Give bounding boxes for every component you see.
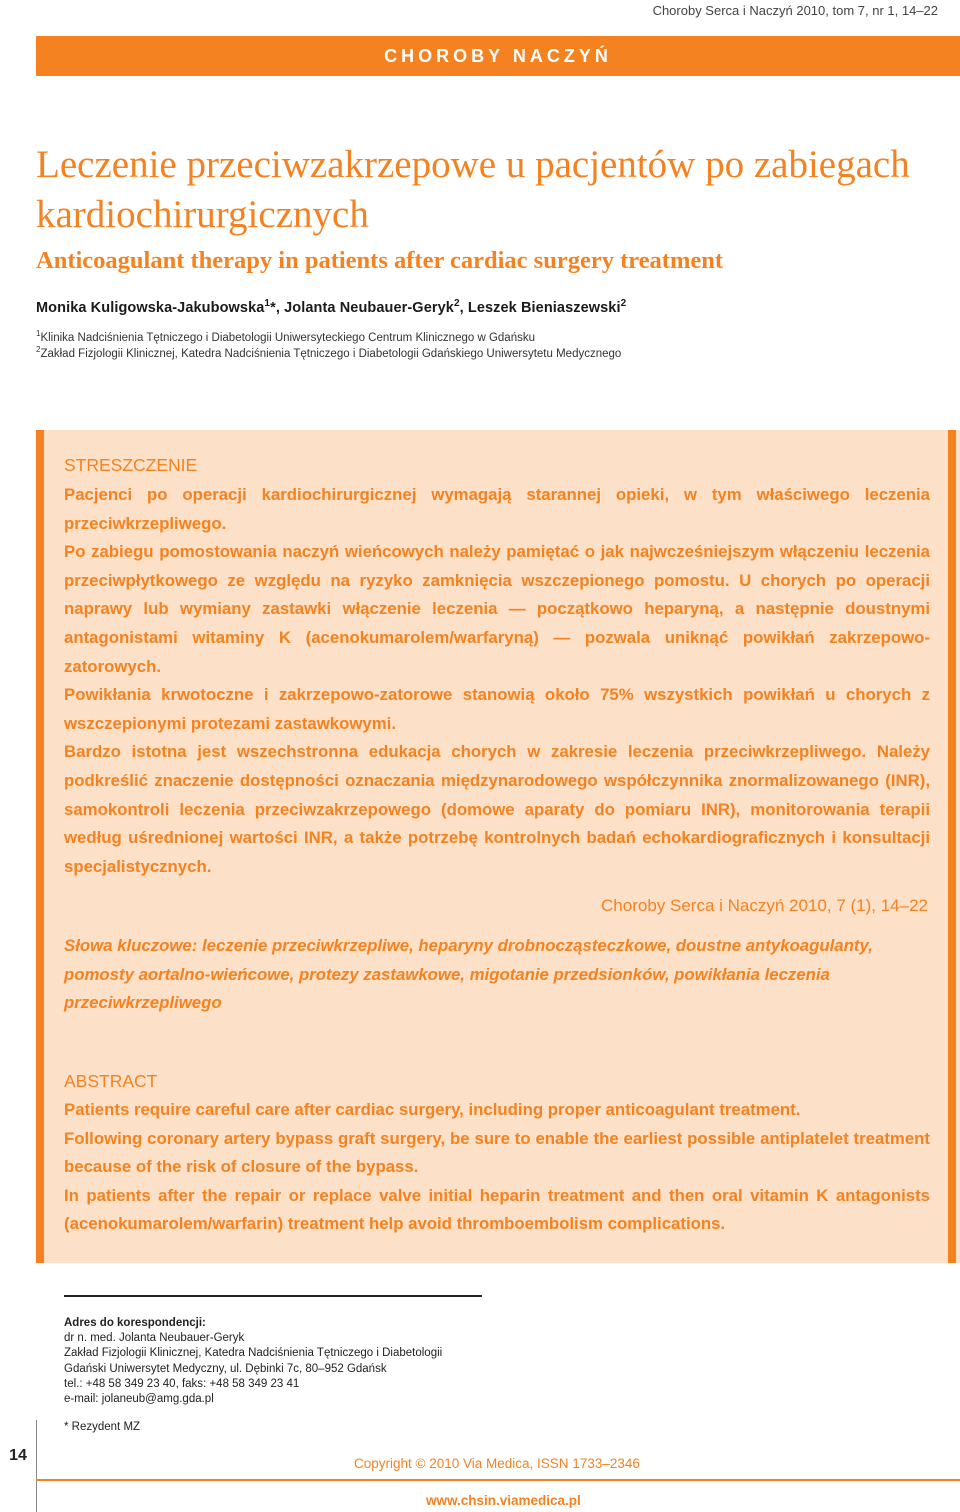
correspondence-line: e-mail: jolaneub@amg.gda.pl: [64, 1393, 214, 1406]
journal-reference: Choroby Serca i Naczyń 2010, tom 7, nr 1, 14–22: [652, 3, 938, 18]
correspondence-line: Gdański Uniwersytet Medyczny, ul. Dębinki 7c, 80–952 Gdańsk: [64, 1362, 387, 1375]
abstract-text: [64, 1096, 930, 1239]
article-title-english: Anticoagulant therapy in patients after cardiac surgery treatment: [36, 247, 724, 274]
affiliation-number: 1: [36, 329, 41, 338]
affiliation-text: Klinika Nadciśnienia Tętniczego i Diabetologii Uniwersyteckiego Centrum Klinicznego w Gdańsku: [40, 331, 535, 344]
paragraph: Patients require careful care after cardiac surgery, including proper anticoagulant treatment.: [64, 1100, 801, 1119]
citation: Choroby Serca i Naczyń 2010, 7 (1), 14–22: [601, 896, 928, 915]
correspondence-line: Zakład Fizjologii Klinicznej, Katedra Nadciśnienia Tętniczego i Diabetologii: [64, 1347, 443, 1360]
affiliation-text: Zakład Fizjologii Klinicznej, Katedra Nadciśnienia Tętniczego i Diabetologii Gdańskiego Uniwersytetu Medycznego: [40, 347, 622, 360]
box-border: [948, 430, 956, 1263]
correspondence-line: tel.: +48 58 349 23 40, faks: +48 58 349 23 41: [64, 1377, 300, 1390]
author-name: Leszek Bieniaszewski: [467, 299, 621, 316]
corresponding-mark: *: [270, 299, 276, 316]
footer-divider: [36, 1479, 960, 1481]
paragraph: In patients after the repair or replace valve initial heparin treatment and then oral vitamin K antagonists (acenokumarolem/warfarin) treatment help avoid thromboembolism complications.: [64, 1185, 930, 1234]
paragraph: Bardzo istotna jest wszechstronna edukacja chorych w zakresie leczenia przeciwkrzepliwego. Należy podkreślić znaczenie dostępności oznaczania międzynarodowego współczynnika znormalizowanego (INR), samokontroli leczenia przeciwzakrzepowego (domowe aparaty do pomiaru INR), monitorowania terapii według uśrednionej wartości INR, a także potrzebę kontrolnych badań echokardiograficznych i konsultacji specjalistycznych.: [64, 742, 930, 876]
paragraph: Powikłania krwotoczne i zakrzepowo-zatorowe stanowią około 75% wszystkich powikłań u chorych z wszczepionymi protezami zastawkowymi.: [64, 685, 930, 733]
author-separator: ,: [275, 299, 285, 316]
divider: [64, 1295, 482, 1297]
section-label: CHOROBY NACZYŃ: [36, 36, 960, 76]
footnote: * Rezydent MZ: [64, 1421, 141, 1433]
article-title: Leczenie przeciwzakrzepowe u pacjentów po zabiegach kardiochirurgicznych: [36, 143, 910, 236]
website-link[interactable]: www.chsin.viamedica.pl: [426, 1493, 581, 1508]
author-name: Monika Kuligowska-Jakubowska: [36, 299, 265, 316]
paragraph: Following coronary artery bypass graft surgery, be sure to enable the earliest possible antiplatelet treatment because of the risk of closure of the bypass.: [64, 1128, 930, 1177]
author-separator: ,: [459, 299, 468, 316]
correspondence-line: dr n. med. Jolanta Neubauer-Geryk: [64, 1332, 245, 1345]
author-affiliation-number: 2: [620, 298, 627, 309]
author-list: [36, 298, 626, 316]
affiliation: [36, 329, 535, 344]
correspondence-label: Adres do korespondencji:: [64, 1317, 206, 1329]
box-border: [36, 430, 44, 1263]
correspondence: [64, 1316, 442, 1407]
author-affiliation-number: 2: [453, 298, 460, 309]
page-number-divider: [36, 1420, 37, 1512]
paragraph: Po zabiegu pomostowania naczyń wieńcowych należy pamiętać o jak najwcześniejszym włączeniu leczenia przeciwpłytkowego ze względu na ryzyko zamknięcia wszczepionego pomostu. U chorych po operacji naprawy lub wymiany zastawki włączenie leczenia — początkowo heparyną, a następnie doustnymi antagonistami witaminy K (acenokumarolem/warfaryną) — pozwala uniknąć powikłań zakrzepowo-zatorowych.: [64, 542, 930, 676]
streszczenie-heading: STRESZCZENIE: [64, 455, 198, 475]
affiliation-number: 2: [36, 345, 41, 354]
copyright: Copyright © 2010 Via Medica, ISSN 1733–2346: [354, 1456, 640, 1471]
paragraph: Pacjenci po operacji kardiochirurgicznej wymagają starannej opieki, w tym właściwego leczenia przeciwkrzepliwego.: [64, 485, 930, 533]
streszczenie-text: [64, 481, 930, 881]
author-name: Jolanta Neubauer-Geryk: [284, 299, 454, 316]
author-affiliation-number: 1: [264, 298, 271, 309]
keywords: Słowa kluczowe: leczenie przeciwkrzepliwe, heparyny drobnocząsteczkowe, doustne antykoagulanty, pomosty aortalno-wieńcowe, protezy zastawkowe, migotanie przedsionków, powikłania leczenia przeciwkrzepliwego: [64, 936, 873, 1013]
affiliation: [36, 345, 621, 360]
abstract-heading: ABSTRACT: [64, 1071, 158, 1091]
page-number: 14: [9, 1447, 27, 1464]
